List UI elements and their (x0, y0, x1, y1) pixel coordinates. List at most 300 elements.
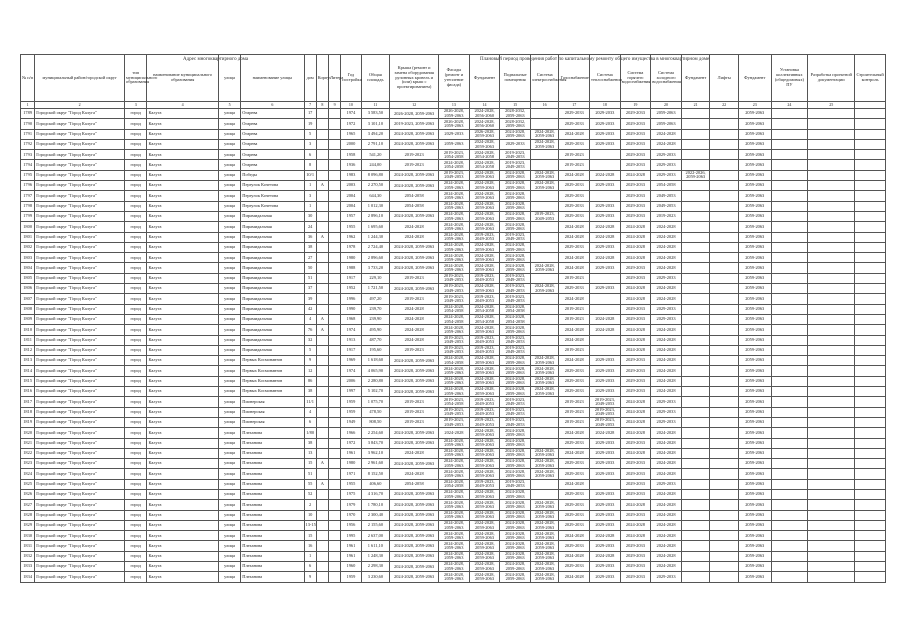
period-cell-p23: 2059-2063 (738, 304, 771, 314)
col-number: 16 (530, 102, 559, 109)
period-cell-p23: 2059-2063 (738, 541, 771, 551)
period-cell-p21 (681, 489, 710, 499)
period-cell-p20: 2024-2028 (651, 129, 682, 139)
row-number: 1814 (21, 366, 35, 376)
period-cell-p14: 2024-2028, 2056-2060 (469, 119, 500, 129)
period-cell-p21 (681, 438, 710, 448)
municipality-type-cell: город (125, 489, 147, 499)
year-cell: 1972 (341, 119, 361, 129)
period-cell-p14: 2024-2028, 2059-2063 (469, 448, 500, 458)
year-cell: 2000 (341, 139, 361, 149)
col-number: 15 (500, 102, 531, 109)
street-name-cell: Первых Космонавтов (241, 366, 304, 376)
period-cell-p19: 2029-2033 (620, 541, 651, 551)
building-cell (316, 253, 328, 263)
area-cell: 487,70 (361, 335, 390, 345)
period-cell-p22 (710, 314, 739, 324)
period-cell-p24 (771, 211, 808, 221)
building-cell (316, 417, 328, 427)
year-cell: 1959 (341, 397, 361, 407)
street-name-cell: Пирамидальная (241, 335, 304, 345)
municipality-type-cell: город (125, 201, 147, 211)
municipality-type-cell: город (125, 191, 147, 201)
period-cell-p12: 2024-2028, 2059-2063 (390, 438, 439, 448)
control-cell (855, 520, 886, 530)
period-cell-p13: 2024-2028, 2059-2063 (439, 438, 470, 448)
street-type-cell: улица (218, 387, 240, 397)
street-type-cell: улица (218, 325, 240, 335)
district-cell: Городской округ "Город Калуга" (35, 356, 125, 366)
period-cell-p13: 2024-2028, 2059-2063 (439, 366, 470, 376)
municipality-type-cell: город (125, 510, 147, 520)
table-row (21, 572, 886, 582)
period-cell-p24 (771, 181, 808, 191)
period-cell-p16: 2024-2028, 2059-2063 (530, 448, 559, 458)
period-cell-p20: 2029-2033 (651, 417, 682, 427)
period-cell-p19: 2029-2033 (620, 119, 651, 129)
period-cell-p21 (681, 150, 710, 160)
municipality-name-cell: Калуга (147, 294, 218, 304)
year-cell: 1961 (341, 541, 361, 551)
municipality-type-cell: город (125, 181, 147, 191)
area-cell: 2 298,30 (361, 562, 390, 572)
municipality-name-cell: Калуга (147, 397, 218, 407)
period-cell-p24 (771, 417, 808, 427)
period-cell-p18: 2029-2033 (590, 562, 621, 572)
period-cell-p24 (771, 562, 808, 572)
table-row (21, 387, 886, 397)
area-cell: 3 101,10 (361, 119, 390, 129)
street-name-cell: Пионерская (241, 397, 304, 407)
house-cell: 9 (304, 356, 316, 366)
row-number: 1830 (21, 531, 35, 541)
period-cell-p22 (710, 201, 739, 211)
period-cell-p16: 2024-2028, 2059-2063 (530, 572, 559, 582)
period-cell-p14: 2024-2028, 2056-2060 (469, 109, 500, 119)
area-cell: 8 152,50 (361, 469, 390, 479)
period-cell-p17: 2029-2033 (559, 366, 590, 376)
period-cell-p24 (771, 407, 808, 417)
period-cell-p23: 2059-2063 (738, 448, 771, 458)
period-cell-p24 (771, 242, 808, 252)
period-cell-p22 (710, 510, 739, 520)
period-cell-p20: 2029-2033 (651, 160, 682, 170)
period-cell-p23: 2059-2063 (738, 376, 771, 386)
area-cell: 497,20 (361, 294, 390, 304)
period-cell-p22 (710, 273, 739, 283)
area-cell: 495,90 (361, 325, 390, 335)
table-row (21, 273, 886, 283)
district-cell: Городской округ "Город Калуга" (35, 284, 125, 294)
period-cell-p25 (808, 489, 855, 499)
control-cell (855, 428, 886, 438)
period-cell-p25 (808, 191, 855, 201)
period-cell-p19: 2024-2028 (620, 407, 651, 417)
period-cell-p15: 2024-2028, 2059-2063 (500, 170, 531, 180)
table-row (21, 438, 886, 448)
street-type-cell: улица (218, 304, 240, 314)
period-cell-p20: 2024-2028 (651, 263, 682, 273)
building-cell (316, 304, 328, 314)
period-cell-p16: 2024-2028, 2059-2063 (530, 469, 559, 479)
row-number: 1812 (21, 345, 35, 355)
municipality-name-cell: Калуга (147, 541, 218, 551)
period-cell-p20: 2024-2028 (651, 242, 682, 252)
period-cell-p17: 2024-2028 (559, 232, 590, 242)
col-header: дом (304, 55, 316, 102)
period-cell-p16 (530, 253, 559, 263)
period-cell-p18: 2029-2033 (590, 242, 621, 252)
table-row (21, 129, 886, 139)
period-cell-p13: 2019-2023, 2049-2053 (439, 273, 470, 283)
period-cell-p22 (710, 417, 739, 427)
period-cell-p23: 2059-2063 (738, 129, 771, 139)
period-cell-p21 (681, 211, 710, 221)
period-cell-p14: 2024-2028, 2059-2063 (469, 459, 500, 469)
period-cell-p22 (710, 129, 739, 139)
year-cell: 1983 (341, 170, 361, 180)
letter-cell (328, 417, 340, 427)
street-name-cell: Переулок Кочетова (241, 181, 304, 191)
municipality-name-cell: Калуга (147, 211, 218, 221)
period-cell-p24 (771, 500, 808, 510)
period-cell-p12: 2019-2023 (390, 345, 439, 355)
period-cell-p20: 2024-2028 (651, 438, 682, 448)
period-cell-p21 (681, 304, 710, 314)
control-cell (855, 109, 886, 119)
municipality-name-cell: Калуга (147, 417, 218, 427)
period-cell-p13: 2024-2028, 2059-2063 (439, 520, 470, 530)
building-cell (316, 376, 328, 386)
municipality-name-cell: Калуга (147, 551, 218, 561)
building-cell: А (316, 459, 328, 469)
letter-cell (328, 109, 340, 119)
municipality-name-cell: Калуга (147, 119, 218, 129)
period-cell-p20: 2029-2033 (651, 479, 682, 489)
period-cell-p22 (710, 387, 739, 397)
period-cell-p25 (808, 263, 855, 273)
year-cell: 1962 (341, 232, 361, 242)
row-number: 1823 (21, 459, 35, 469)
period-cell-p21 (681, 160, 710, 170)
period-cell-p23: 2059-2063 (738, 459, 771, 469)
municipality-name-cell: Калуга (147, 273, 218, 283)
col-header: муниципальный район/городской округ (35, 55, 125, 102)
street-name-cell: Пионерская (241, 417, 304, 427)
area-cell: 3 843,70 (361, 438, 390, 448)
col-header: наименование улицы (241, 55, 304, 102)
period-cell-p24 (771, 387, 808, 397)
period-cell-p23: 2059-2063 (738, 242, 771, 252)
period-cell-p18: 2029-2033 (590, 356, 621, 366)
period-cell-p18: 2029-2033 (590, 211, 621, 221)
letter-cell (328, 500, 340, 510)
municipality-type-cell: город (125, 263, 147, 273)
period-cell-p15: 2024-2028, 2059-2063 (500, 459, 531, 469)
district-cell: Городской округ "Город Калуга" (35, 273, 125, 283)
period-cell-p19: 2029-2033 (620, 489, 651, 499)
period-cell-p18 (590, 150, 621, 160)
period-cell-p16: 2024-2028, 2059-2063 (530, 356, 559, 366)
area-cell: 2 637,00 (361, 531, 390, 541)
street-name-cell: Плеханова (241, 572, 304, 582)
municipality-name-cell: Калуга (147, 335, 218, 345)
municipality-name-cell: Калуга (147, 129, 218, 139)
period-cell-p15: 2028-2032, 2059-2063 (500, 119, 531, 129)
district-cell: Городской округ "Город Калуга" (35, 479, 125, 489)
period-cell-p20: 2029-2033 (651, 572, 682, 582)
period-cell-p18: 2029-2033 (590, 109, 621, 119)
period-cell-p16: 2024-2028, 2059-2063 (530, 520, 559, 530)
period-cell-p18: 2029-2033 (590, 387, 621, 397)
area-cell: 195,60 (361, 345, 390, 355)
period-cell-p25 (808, 520, 855, 530)
street-type-cell: улица (218, 459, 240, 469)
table-row (21, 139, 886, 149)
period-cell-p17: 2024-2028 (559, 170, 590, 180)
period-cell-p19: 2029-2033 (620, 150, 651, 160)
period-cell-p15: 2024-2028, 2059-2063 (500, 366, 531, 376)
street-type-cell: улица (218, 479, 240, 489)
table-row (21, 469, 886, 479)
period-cell-p13: 2024-2028, 2059-2063 (439, 191, 470, 201)
municipality-type-cell: город (125, 562, 147, 572)
period-cell-p13: 2019-2023, 2054-2058 (439, 150, 470, 160)
period-cell-p15: 2019-2023, 2049-2053 (500, 232, 531, 242)
period-cell-p21 (681, 284, 710, 294)
period-cell-p23: 2059-2063 (738, 201, 771, 211)
letter-cell (328, 428, 340, 438)
period-group-caption: Плановый период проведения работ по капитальному ремонту общего имущества в многоквартирном доме (480, 57, 710, 62)
period-cell-p14: 2024-2028, 2059-2063 (469, 489, 500, 499)
period-cell-p24 (771, 469, 808, 479)
period-cell-p22 (710, 520, 739, 530)
period-cell-p17: 2019-2023 (559, 397, 590, 407)
period-cell-p14: 2024-2028, 2059-2063 (469, 253, 500, 263)
street-name-cell: Плеханова (241, 428, 304, 438)
period-cell-p19: 2029-2033 (620, 510, 651, 520)
control-cell (855, 572, 886, 582)
municipality-name-cell: Калуга (147, 109, 218, 119)
street-type-cell: улица (218, 273, 240, 283)
col-number: 10 (341, 102, 361, 109)
period-cell-p13: 2024-2028, 2059-2063 (439, 222, 470, 232)
col-header: Фундамент (681, 55, 710, 102)
period-cell-p24 (771, 520, 808, 530)
period-cell-p25 (808, 201, 855, 211)
street-type-cell: улица (218, 314, 240, 324)
period-cell-p13: 2024-2028, 2059-2063 (439, 510, 470, 520)
period-cell-p17: 2024-2028 (559, 551, 590, 561)
house-cell: 6 (304, 562, 316, 572)
building-cell (316, 489, 328, 499)
period-cell-p23: 2059-2063 (738, 531, 771, 541)
house-cell: 51 (304, 469, 316, 479)
period-cell-p21 (681, 263, 710, 273)
municipality-type-cell: город (125, 284, 147, 294)
period-cell-p20: 2024-2028 (651, 541, 682, 551)
letter-cell (328, 366, 340, 376)
year-cell: 1955 (341, 222, 361, 232)
control-cell (855, 211, 886, 221)
municipality-type-cell: город (125, 428, 147, 438)
period-cell-p18: 2029-2033 (590, 201, 621, 211)
period-cell-p14: 2019-2023, 2049-2053 (469, 397, 500, 407)
area-cell: 2 254,60 (361, 428, 390, 438)
letter-cell (328, 541, 340, 551)
col-number: 18 (590, 102, 621, 109)
district-cell: Городской округ "Город Калуга" (35, 500, 125, 510)
period-cell-p22 (710, 284, 739, 294)
period-cell-p16 (530, 150, 559, 160)
col-header: Газоснабжение (559, 55, 590, 102)
period-cell-p12: 2024-2028, 2059-2063 (390, 253, 439, 263)
area-cell: 2 961,60 (361, 459, 390, 469)
period-cell-p15: 2024-2028, 2059-2063 (500, 242, 531, 252)
period-cell-p21 (681, 201, 710, 211)
period-cell-p20: 2059-2063 (651, 109, 682, 119)
area-cell: 2 300,40 (361, 510, 390, 520)
table-row (21, 201, 886, 211)
area-cell: 2 791,10 (361, 139, 390, 149)
municipality-type-cell: город (125, 366, 147, 376)
period-cell-p15: 2024-2028, 2059-2063 (500, 191, 531, 201)
period-cell-p13: 2024-2028, 2059-2063 (439, 387, 470, 397)
municipality-name-cell: Калуга (147, 448, 218, 458)
table-row (21, 119, 886, 129)
period-cell-p22 (710, 304, 739, 314)
period-cell-p16 (530, 428, 559, 438)
row-number: 1793 (21, 150, 35, 160)
period-cell-p18 (590, 304, 621, 314)
period-cell-p25 (808, 397, 855, 407)
period-cell-p21 (681, 479, 710, 489)
house-cell: 19 (304, 119, 316, 129)
row-number: 1811 (21, 335, 35, 345)
period-cell-p13: 2019-2023, 2054-2058 (439, 397, 470, 407)
municipality-name-cell: Калуга (147, 428, 218, 438)
period-cell-p18: 2029-2033 (590, 139, 621, 149)
street-name-cell: Плеханова (241, 469, 304, 479)
period-cell-p24 (771, 304, 808, 314)
period-cell-p22 (710, 479, 739, 489)
period-cell-p14: 2024-2028, 2059-2063 (469, 325, 500, 335)
row-number: 1799 (21, 211, 35, 221)
letter-cell (328, 129, 340, 139)
municipality-name-cell: Калуга (147, 232, 218, 242)
control-cell (855, 356, 886, 366)
period-cell-p17: 2029-2033 (559, 109, 590, 119)
period-cell-p12: 2024-2028 (390, 325, 439, 335)
street-name-cell: Плеханова (241, 531, 304, 541)
table-row (21, 109, 886, 119)
period-cell-p25 (808, 284, 855, 294)
period-cell-p13: 2024-2028, 2054-2058 (439, 479, 470, 489)
col-header: Система теплоснабжения (590, 55, 621, 102)
house-cell: 4 (304, 407, 316, 417)
period-cell-p24 (771, 551, 808, 561)
period-cell-p13: 2024-2028, 2059-2063 (439, 448, 470, 458)
period-cell-p24 (771, 284, 808, 294)
period-cell-p22 (710, 397, 739, 407)
table-row (21, 253, 886, 263)
street-name-cell: Пирамидальная (241, 325, 304, 335)
period-cell-p24 (771, 314, 808, 324)
period-cell-p25 (808, 119, 855, 129)
building-cell (316, 201, 328, 211)
period-cell-p23: 2059-2063 (738, 438, 771, 448)
year-cell: 2004 (341, 191, 361, 201)
control-cell (855, 500, 886, 510)
period-cell-p24 (771, 170, 808, 180)
capital-repair-table-sheet (20, 54, 886, 583)
period-cell-p13: 2024-2028, 2059-2063 (439, 469, 470, 479)
period-cell-p17: 2019-2023 (559, 273, 590, 283)
municipality-type-cell: город (125, 417, 147, 427)
letter-cell (328, 479, 340, 489)
period-cell-p16: 2024-2028, 2059-2063 (530, 562, 559, 572)
letter-cell (328, 211, 340, 221)
period-cell-p16 (530, 314, 559, 324)
period-cell-p18 (590, 191, 621, 201)
period-cell-p13: 2024-2028, 2059-2063 (439, 459, 470, 469)
period-cell-p17: 2019-2023 (559, 345, 590, 355)
table-row (21, 541, 886, 551)
period-cell-p22 (710, 232, 739, 242)
area-cell: 1 611,10 (361, 541, 390, 551)
period-cell-p19: 2029-2033 (620, 551, 651, 561)
period-cell-p22 (710, 356, 739, 366)
letter-cell (328, 139, 340, 149)
street-type-cell: улица (218, 284, 240, 294)
house-cell: 10/1 (304, 170, 316, 180)
row-number: 1804 (21, 263, 35, 273)
row-number: 1807 (21, 294, 35, 304)
building-cell (316, 129, 328, 139)
street-name-cell: Пирамидальная (241, 222, 304, 232)
period-cell-p13: 2029-2033 (439, 129, 470, 139)
period-cell-p25 (808, 181, 855, 191)
period-cell-p23: 2059-2063 (738, 562, 771, 572)
municipality-type-cell: город (125, 150, 147, 160)
district-cell: Городской округ "Город Калуга" (35, 417, 125, 427)
col-number: 17 (559, 102, 590, 109)
row-number: 1826 (21, 489, 35, 499)
control-cell (855, 469, 886, 479)
control-cell (855, 263, 886, 273)
period-cell-p14: 2024-2028, 2059-2063 (469, 387, 500, 397)
table-row (21, 428, 886, 438)
period-cell-p15: 2024-2028, 2059-2063 (500, 489, 531, 499)
building-cell (316, 520, 328, 530)
letter-cell (328, 356, 340, 366)
period-cell-p20: 2024-2028 (651, 356, 682, 366)
period-cell-p16 (530, 242, 559, 252)
period-cell-p16 (530, 335, 559, 345)
year-cell: 1960 (341, 562, 361, 572)
area-cell: 3 494,20 (361, 129, 390, 139)
district-cell: Городской округ "Город Калуга" (35, 520, 125, 530)
period-cell-p20: 2029-2033 (651, 150, 682, 160)
building-cell (316, 263, 328, 273)
period-cell-p14: 2024-2028, 2059-2063 (469, 222, 500, 232)
municipality-name-cell: Калуга (147, 510, 218, 520)
period-cell-p14: 2024-2028, 2054-2058 (469, 304, 500, 314)
letter-cell (328, 387, 340, 397)
control-cell (855, 325, 886, 335)
period-cell-p24 (771, 459, 808, 469)
period-cell-p24 (771, 376, 808, 386)
